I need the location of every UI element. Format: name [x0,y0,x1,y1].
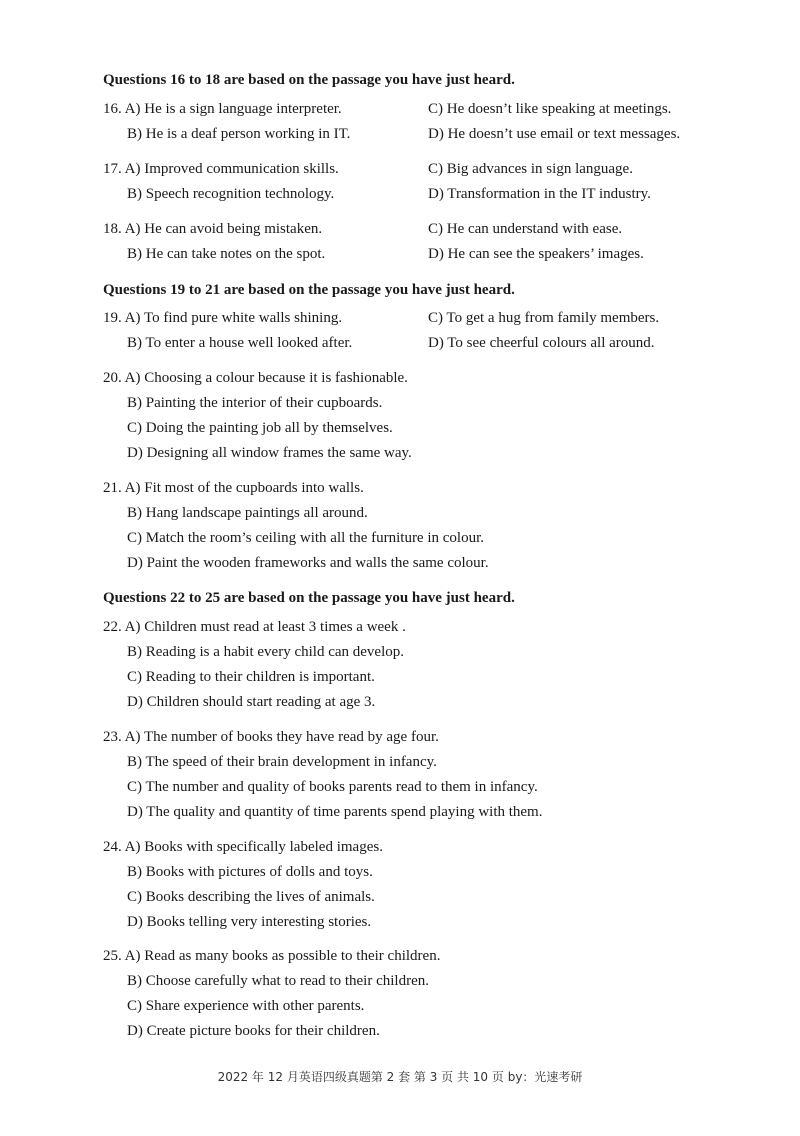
q23-option-d: D) The quality and quantity of time parents spend playing with them. [127,804,543,820]
q20-option-c: C) Doing the painting job all by themselves. [127,420,393,436]
q25-option-d: D) Create picture books for their children. [127,1023,380,1039]
q17-option-a: 17. A) Improved communication skills. [103,161,339,177]
q23-option-a: 23. A) The number of books they have read by age four. [103,729,439,745]
section-heading-22-25: Questions 22 to 25 are based on the passage you have just heard. [103,590,515,606]
q25-option-b: B) Choose carefully what to read to their children. [127,973,429,989]
q23-option-c: C) The number and quality of books parents read to them in infancy. [127,779,538,795]
q16-option-b: B) He is a deaf person working in IT. [127,126,351,142]
q18-option-a: 18. A) He can avoid being mistaken. [103,221,323,237]
q24-option-b: B) Books with pictures of dolls and toys. [127,864,373,880]
q24-option-c: C) Books describing the lives of animals. [127,889,375,905]
q21-option-d: D) Paint the wooden frameworks and walls the same colour. [127,555,489,571]
q25-option-c: C) Share experience with other parents. [127,998,365,1014]
q20-option-d: D) Designing all window frames the same way. [127,445,412,461]
q19-option-d: D) To see cheerful colours all around. [428,335,655,351]
section-heading-16-18: Questions 16 to 18 are based on the passage you have just heard. [103,72,515,88]
q20-option-a: 20. A) Choosing a colour because it is fashionable. [103,370,408,386]
q24-option-a: 24. A) Books with specifically labeled images. [103,839,383,855]
q17-option-b: B) Speech recognition technology. [127,186,335,202]
q22-option-d: D) Children should start reading at age 3. [127,694,376,710]
q23-option-b: B) The speed of their brain development in infancy. [127,754,437,770]
q19-option-a: 19. A) To find pure white walls shining. [103,310,343,326]
section-heading-19-21: Questions 19 to 21 are based on the passage you have just heard. [103,282,515,298]
page-footer: 2022 年 12 月英语四级真题第 2 套 第 3 页 共 10 页 by：光速考研 [217,1070,583,1084]
q21-option-b: B) Hang landscape paintings all around. [127,505,368,521]
q16-option-c: C) He doesn’t like speaking at meetings. [428,101,672,117]
q21-option-a: 21. A) Fit most of the cupboards into walls. [103,480,364,496]
q22-option-a: 22. A) Children must read at least 3 times a week . [103,619,406,635]
q25-option-a: 25. A) Read as many books as possible to their children. [103,948,441,964]
q21-option-c: C) Match the room’s ceiling with all the furniture in colour. [127,530,485,546]
q22-option-c: C) Reading to their children is important. [127,669,375,685]
q22-option-b: B) Reading is a habit every child can develop. [127,644,404,660]
q16-option-d: D) He doesn’t use email or text messages. [428,126,681,142]
q18-option-c: C) He can understand with ease. [428,221,623,237]
q18-option-b: B) He can take notes on the spot. [127,246,326,262]
q18-option-d: D) He can see the speakers’ images. [428,246,644,262]
q19-option-b: B) To enter a house well looked after. [127,335,353,351]
q19-option-c: C) To get a hug from family members. [428,310,660,326]
q16-option-a: 16. A) He is a sign language interpreter. [103,101,342,117]
q17-option-d: D) Transformation in the IT industry. [428,186,651,202]
q24-option-d: D) Books telling very interesting stories. [127,914,372,930]
q20-option-b: B) Painting the interior of their cupboards. [127,395,383,411]
q17-option-c: C) Big advances in sign language. [428,161,633,177]
